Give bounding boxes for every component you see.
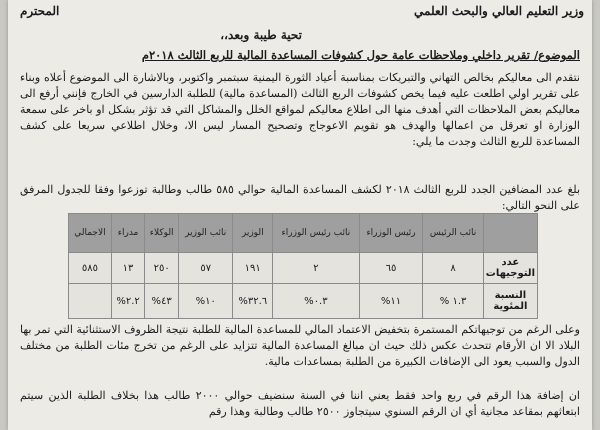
subject-line: الموضوع/ تقرير داخلي وملاحظات عامة حول كشوفات المساعدة المالية للربع الثالث ٢٠١٨م xyxy=(141,48,580,62)
table-cell: ١١% xyxy=(359,284,423,319)
row-label: النسبة المئوية xyxy=(483,284,537,319)
row-label: عدد التوجيهات xyxy=(483,253,537,284)
honorific: المحترم xyxy=(20,4,60,18)
table-cell: ٦٥ xyxy=(359,253,423,284)
paragraph-intro: نتقدم الى معاليكم بخالص التهاني والتبريكات بمناسبة أعياد الثورة اليمنية سبتمبر واكتوبر، وبالاشارة الى الموضوع أعلاه وبناء على تقرير اولي اطلعت عليه فيما يخص كشوفات الربع الثالث (المساعدة مالية) للطلبة الدارسين في الخارج فإنني أرفع الى معاليكم بعض الملاحظات التي أهدف منها الى اطلاع معاليكم لمواقع الخلل والمشاكل التي قد تؤثر بشكل او باخر على سمعة الوزارة او تعرقل من اعمالها والهدف هو تقويم الاعوجاج وتصحيح المسار ليس الا، وخلال اطلاعي سريعا على كشف المساعدة للربع الثالث وجدت ما يلي: xyxy=(20,71,580,148)
table-cell xyxy=(69,284,112,319)
table-cell: ٨ xyxy=(423,253,483,284)
table-cell: ١٠% xyxy=(179,284,233,319)
table-cell: ١.٣ % xyxy=(423,284,483,319)
directives-table xyxy=(68,213,538,319)
table-row xyxy=(69,284,538,319)
table-header-cell: نائب الرئيس xyxy=(423,214,483,253)
table-cell: ٥٧ xyxy=(179,253,233,284)
table-header-cell: مدراء xyxy=(111,214,144,253)
table-cell: ١٣ xyxy=(111,253,144,284)
recipient-line: وزير التعليم العالي والبحث العلمي xyxy=(414,4,584,18)
table-cell: ٢.٢% xyxy=(111,284,144,319)
table-header-cell: الوكلاء xyxy=(145,214,179,253)
document-page xyxy=(8,0,592,430)
table-header-row xyxy=(69,214,538,253)
table-cell: ٣٢.٦% xyxy=(233,284,273,319)
table-cell: ٤٣% xyxy=(145,284,179,319)
table-cell: ٢ xyxy=(273,253,360,284)
table-cell: ٢٥٠ xyxy=(145,253,179,284)
table-header-cell: الاجمالي xyxy=(69,214,112,253)
table-cell: ٥٨٥ xyxy=(69,253,112,284)
table-header-cell xyxy=(483,214,537,253)
paragraph-count: بلغ عدد المضافين الجدد للربع الثالث ٢٠١٨ لكشف المساعدة المالية حوالي ٥٨٥ طالب وطالبة توزعوا وفقا للجدول المرفق على النحو التالي: xyxy=(20,183,581,212)
table-header-cell: رئيس الوزراء xyxy=(359,214,423,253)
table-header-cell: نائب رئيس الوزراء xyxy=(273,214,360,253)
table-cell: ١٩١ xyxy=(233,253,273,284)
table-header-cell: نائب الوزير xyxy=(179,214,233,253)
table-cell: ٠.٣% xyxy=(273,284,360,319)
greeting: تحية طيبة وبعد،، xyxy=(220,28,302,42)
paragraph-projection: ان إضافة هذا الرقم في ربع واحد فقط يعني اننا في السنة سنضيف حوالي ٢٠٠٠ طالب هذا بخلاف الطلبة الذين سيتم ابتعاثهم بمقاعد مجانية أي ان الرقم السنوي سيتجاوز ٢٥٠٠ طالب وطالبة وهذا رقم xyxy=(20,389,580,418)
paragraph-budget: وعلى الرغم من توجيهاتكم المستمرة بتخفيض الاعتماد المالي للمساعدة المالية للطلبة نتيجة الظروف الاستثنائية التي تمر بها البلاد الا ان الأرقام تتحدث عكس ذلك حيث ان مبالغ المساعدة المالية تتزايد على الرغم من تخرج مئات الطلبة من مختلف الدول والسبب يعود الى الإضافات الكبيرة من الطلبة بمساعدات مالية. xyxy=(20,323,580,368)
table-row xyxy=(69,253,538,284)
table-header-cell: الوزير xyxy=(233,214,273,253)
